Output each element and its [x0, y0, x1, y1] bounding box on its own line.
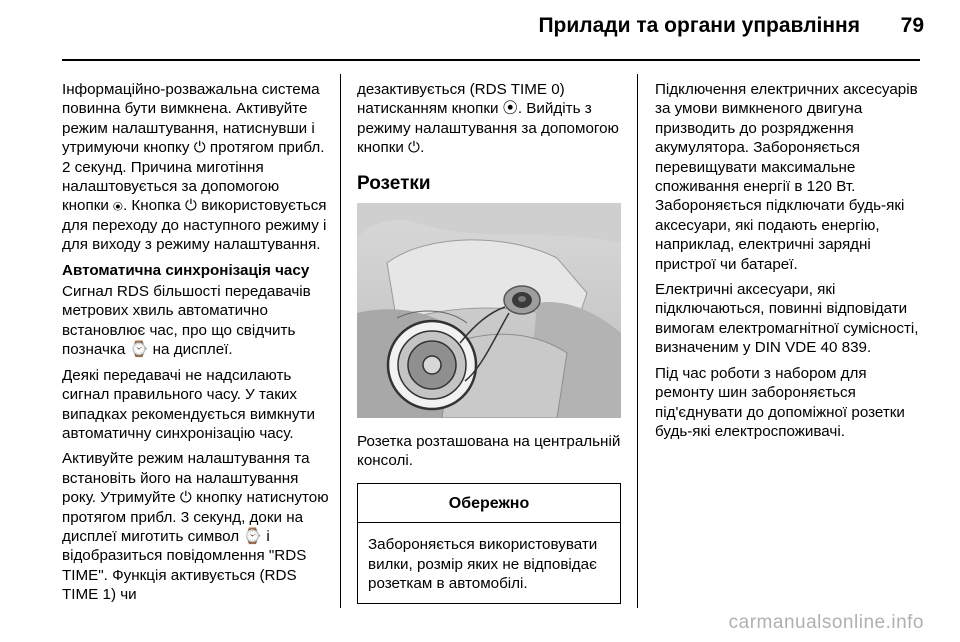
paragraph: Сигнал RDS більшості передавачів метрових хвиль автоматично встановлює час, про що свідчить позначка ⌚ на дисплеї. [62, 283, 311, 359]
column-divider-1 [340, 74, 341, 608]
paragraph: дезактивується (RDS TIME 0) натисканням кнопки ⦿. Вийдіть з режиму налаштування за допомогою кнопки ⏻. [357, 81, 619, 157]
paragraph: Електричні аксесуари, які підключаються, повинні відповідати вимогам електромагнітної сумісності, визначеним у DIN VDE 40 839. [655, 281, 919, 357]
warning-title: Обережно [358, 484, 620, 523]
watermark: carmanualsonline.info [728, 612, 924, 633]
paragraph: Активуйте режим налаштування та встановіть його на налаштування року. Утримуйте ⏻ кнопку натиснутою протягом прибл. 3 секунд, доки на дисплеї миготить символ ⌚ і відобразиться повідомлення "RDS TIME". Функція активується (RDS TIME 1) чи [62, 450, 329, 604]
paragraph: Деякі передавачі не надсилають сигнал правильного часу. У таких випадках рекомендується вимкнути автоматичну синхронізацію часу. [62, 366, 315, 442]
subheading-auto-time-sync: Автоматична синхронізація часу [62, 261, 310, 279]
paragraph: Під час роботи з набором для ремонту шин забороняється під'єднувати до допоміжної розетки будь-які електроспоживачі. [655, 364, 905, 440]
page-number: 79 [900, 14, 924, 37]
warning-text: Забороняється використовувати вилки, розмір яких не відповідає розеткам в автомобілі. [368, 536, 598, 593]
column-3 [655, 80, 923, 447]
section-title-sockets: Розетки [357, 172, 431, 194]
column-2 [357, 80, 625, 604]
column-divider-2 [637, 74, 638, 608]
column-1 [62, 80, 330, 611]
figure-caption: Розетка розташована на центральній консолі. [357, 433, 621, 470]
paragraph: Підключення електричних аксесуарів за умови вимкненого двигуна призводить до розрядження акумулятора. Забороняється перевищувати максимальне споживання енергії в 120 Вт. Забороняється підключати будь-які аксесуари, які подають енергію, наприклад, електричні зарядні пристрої чи батареї. [655, 81, 918, 273]
warning-box [357, 483, 621, 605]
header-rule [62, 59, 920, 61]
power-socket-illustration [357, 203, 621, 418]
header-title: Прилади та органи управління [538, 14, 860, 37]
paragraph: Інформаційно-розважальна система повинна бути вимкнена. Активуйте режим налаштування, натиснувши і утримуючи кнопку ⏻ протягом прибл. 2 секунд. Причина миготіння налаштовується за допомогою кнопки ⦿. Кнопка ⏻ використовується для переходу до наступного режиму і для виходу з режиму налаштування. [62, 81, 327, 254]
